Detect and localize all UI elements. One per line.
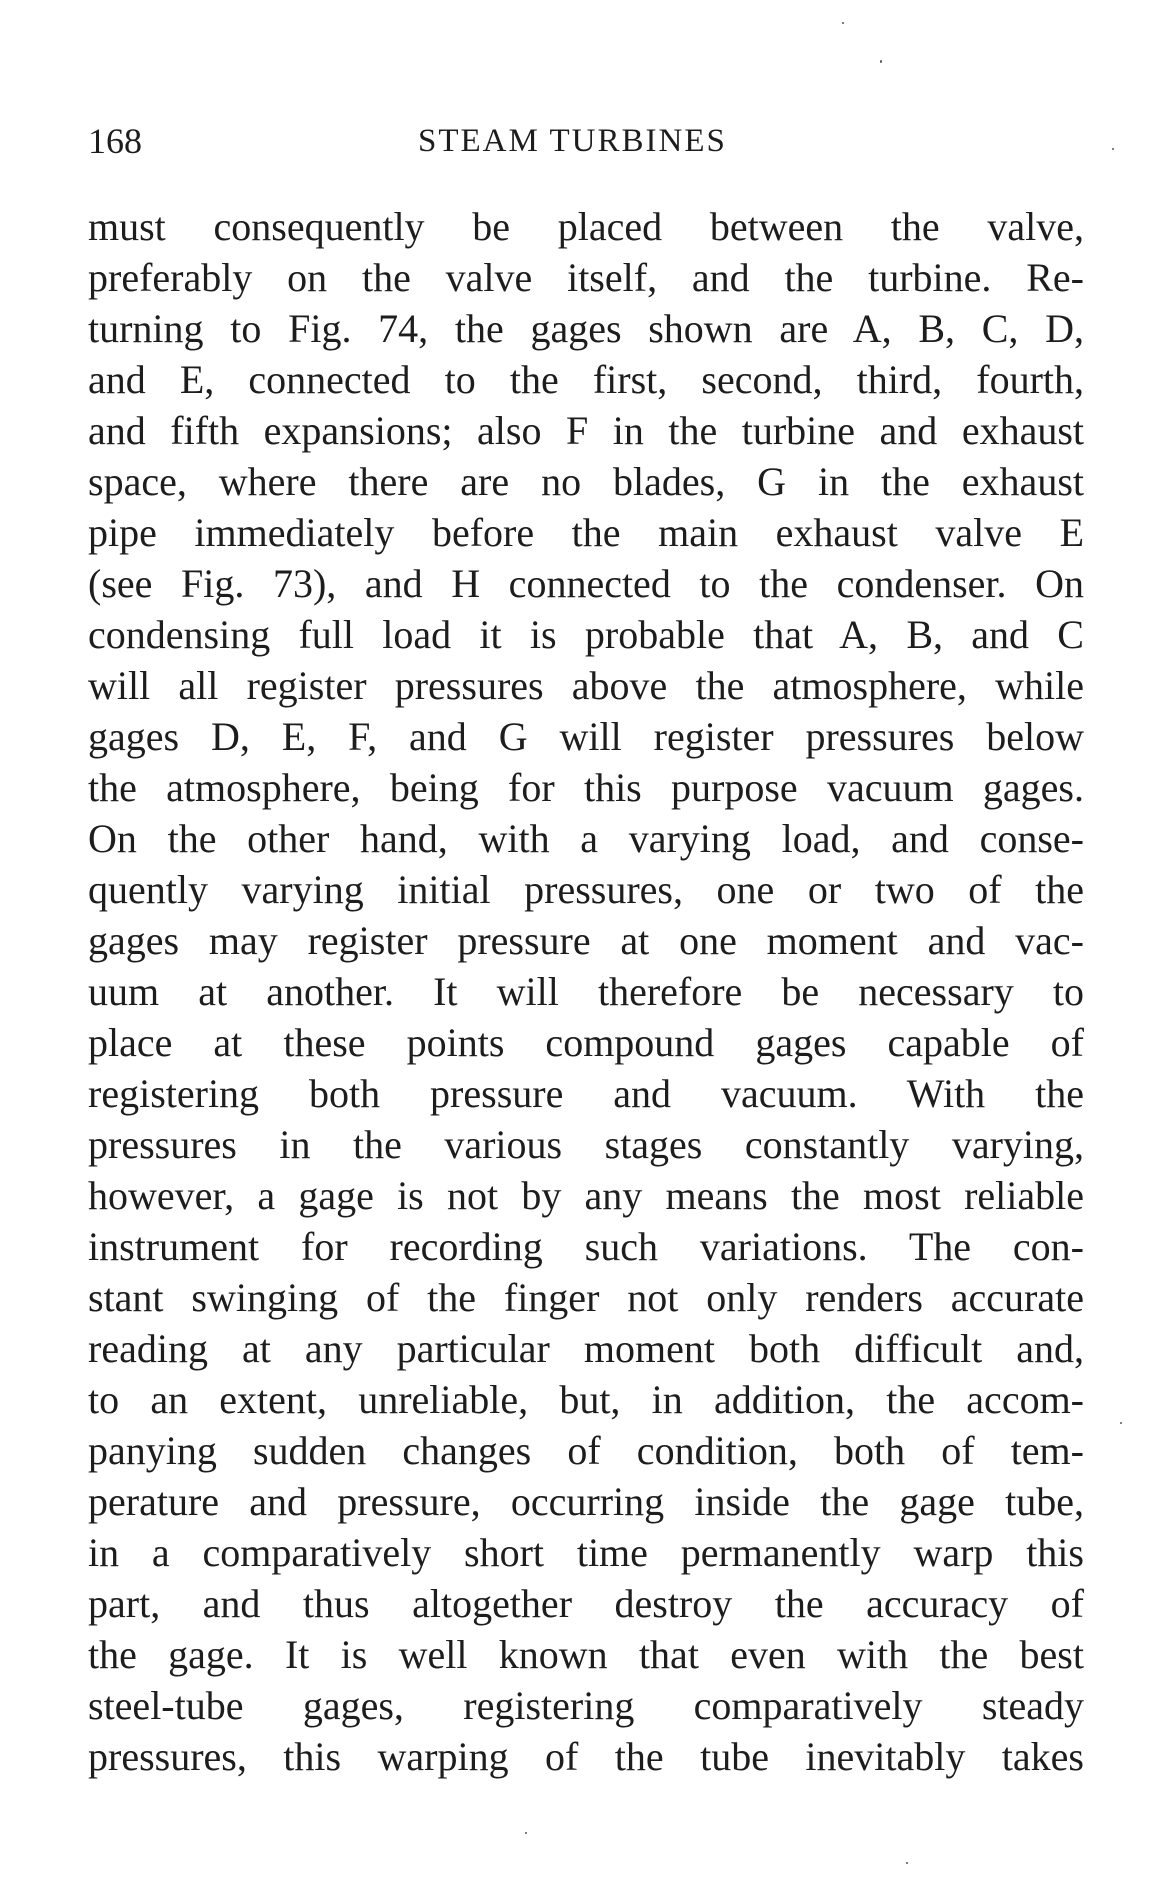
text-line: part, and thus altogether destroy the accuracy of xyxy=(88,1581,1084,1626)
scan-speck xyxy=(842,22,844,24)
text-line: the atmosphere, being for this purpose vacuum gages. xyxy=(88,765,1084,810)
text-line: perature and pressure, occurring inside the gage tube, xyxy=(88,1479,1084,1524)
scan-speck xyxy=(906,1862,908,1864)
text-line: steel-tube gages, registering comparatively steady xyxy=(88,1683,1084,1728)
page-number: 168 xyxy=(88,121,142,161)
text-line: panying sudden changes of condition, both of tem- xyxy=(88,1428,1084,1473)
running-head: STEAM TURBINES xyxy=(418,123,727,159)
text-line: pressures, this warping of the tube inevitably takes xyxy=(88,1734,1084,1779)
text-line: must consequently be placed between the valve, xyxy=(88,204,1084,249)
text-line: place at these points compound gages capable of xyxy=(88,1020,1084,1065)
text-line: reading at any particular moment both difficult and, xyxy=(88,1326,1084,1371)
text-line: will all register pressures above the atmosphere, while xyxy=(88,663,1084,708)
text-line: and fifth expansions; also F in the turbine and exhaust xyxy=(88,408,1084,453)
text-line: quently varying initial pressures, one or two of the xyxy=(88,867,1084,912)
text-line: however, a gage is not by any means the most reliable xyxy=(88,1173,1084,1218)
page-header xyxy=(88,116,1088,166)
text-line: registering both pressure and vacuum. With the xyxy=(88,1071,1084,1116)
text-line: gages D, E, F, and G will register pressures below xyxy=(88,714,1084,759)
text-line: and E, connected to the first, second, third, fourth, xyxy=(88,357,1084,402)
scan-speck xyxy=(1112,148,1114,150)
text-line: condensing full load it is probable that A, B, and C xyxy=(88,612,1084,657)
text-line: (see Fig. 73), and H connected to the condenser. On xyxy=(88,561,1084,606)
text-line: gages may register pressure at one moment and vac- xyxy=(88,918,1084,963)
text-line: to an extent, unreliable, but, in addition, the accom- xyxy=(88,1377,1084,1422)
text-line: stant swinging of the finger not only renders accurate xyxy=(88,1275,1084,1320)
text-line: in a comparatively short time permanently warp this xyxy=(88,1530,1084,1575)
text-line: space, where there are no blades, G in the exhaust xyxy=(88,459,1084,504)
text-line: pipe immediately before the main exhaust valve E xyxy=(88,510,1084,555)
text-line: pressures in the various stages constantly varying, xyxy=(88,1122,1084,1167)
scan-speck xyxy=(880,60,882,63)
text-line: On the other hand, with a varying load, and conse- xyxy=(88,816,1084,861)
scan-speck xyxy=(525,1832,527,1834)
scan-speck xyxy=(1120,1422,1122,1424)
body-paragraph xyxy=(88,201,1084,1782)
text-line: the gage. It is well known that even with the best xyxy=(88,1632,1084,1677)
text-line: preferably on the valve itself, and the turbine. Re- xyxy=(88,255,1084,300)
text-line: instrument for recording such variations. The con- xyxy=(88,1224,1084,1269)
text-line: turning to Fig. 74, the gages shown are A, B, C, D, xyxy=(88,306,1084,351)
text-line: uum at another. It will therefore be necessary to xyxy=(88,969,1084,1014)
